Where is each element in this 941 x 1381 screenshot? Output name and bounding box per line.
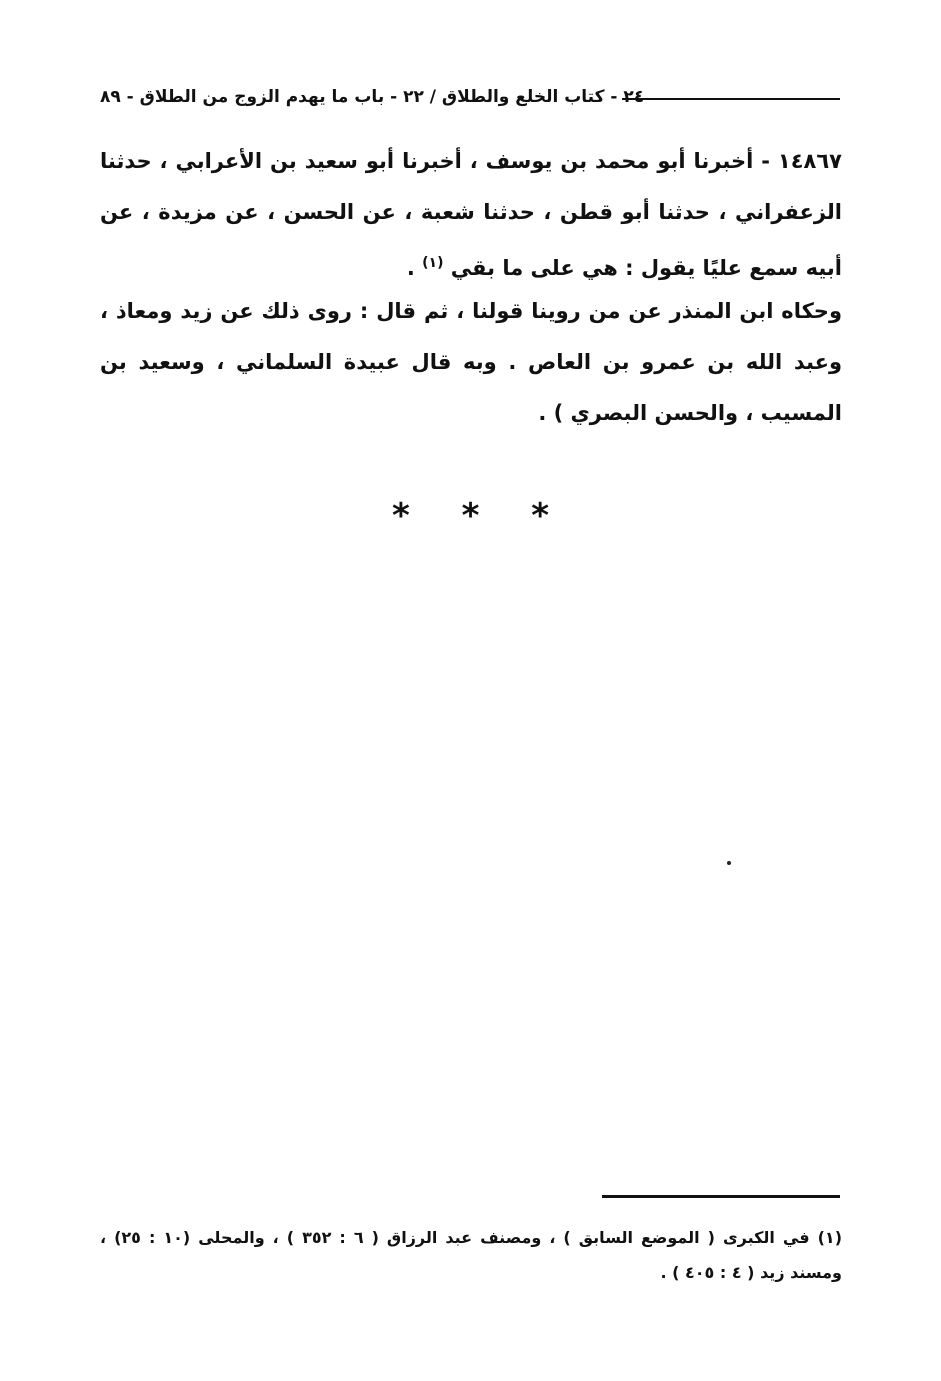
footnote-1: (١) في الكبرى ( الموضع السابق ) ، ومصنف عبد الرزاق ( ٦ : ٣٥٢ ) ، والمحلى (١٠ : ٢٥) ، ومسند زيد ( ٤ : ٤٠٥ ) . <box>100 1228 842 1282</box>
header-rule <box>622 98 840 100</box>
hadith-text: ١٤٨٦٧ - أخبرنا أبو محمد بن يوسف ، أخبرنا أبو سعيد بن الأعرابي ، حدثنا الزعفراني ، حدثنا أبو قطن ، حدثنا شعبة ، عن الحسن ، عن مزيدة ، عن أبيه سمع عليًا يقول : هي على ما بقي <box>100 149 842 280</box>
footnote-rule <box>602 1195 840 1198</box>
running-title: ٢٤ - كتاب الخلع والطلاق / ٢٢ - باب ما يهدم الزوج من الطلاق - ٨٩ <box>100 87 645 107</box>
section-separator: * * * <box>391 496 549 536</box>
running-header <box>100 82 840 112</box>
hadith-paragraph <box>100 136 842 294</box>
hadith-end-mark: . <box>406 256 423 280</box>
footnote-reference: (١) <box>422 255 444 271</box>
commentary-paragraph: وحكاه ابن المنذر عن من روينا قولنا ، ثم قال : روى ذلك عن زيد ومعاذ ، وعبد الله بن عمرو بن العاص . وبه قال عبيدة السلماني ، وسعيد بن المسيب ، والحسن البصري ) . <box>100 299 842 425</box>
scan-speck <box>727 861 731 865</box>
